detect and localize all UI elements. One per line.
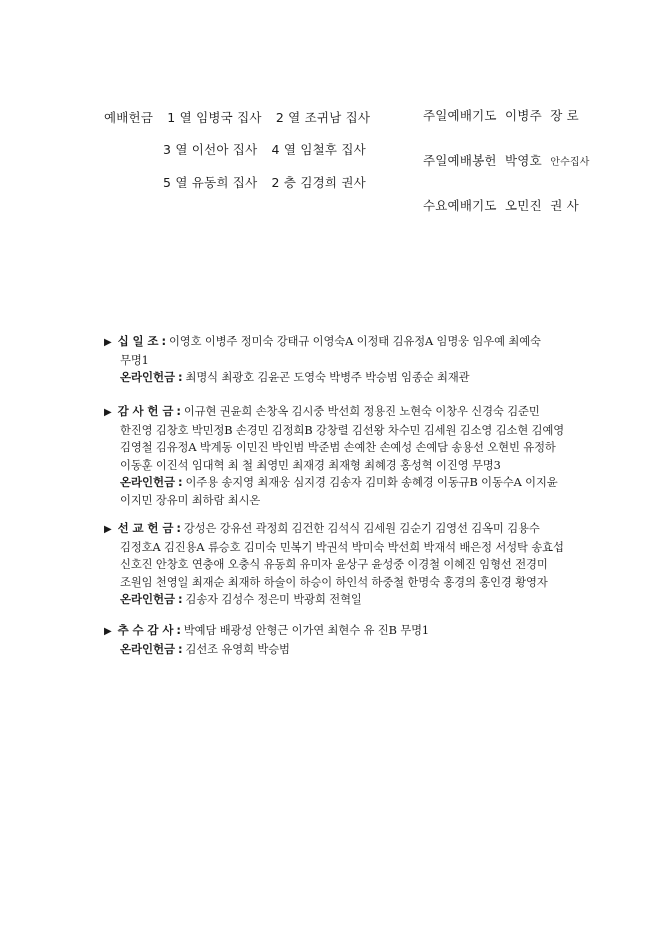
row-name: 유동희 집사 (191, 175, 258, 190)
thanks-online-line: 이지민 장유미 최하람 최시온 (120, 493, 261, 507)
offering-duty-row-3 (163, 173, 366, 191)
row-label: 1 열 (167, 110, 192, 125)
tithe-line: ▶ 십 일 조 : 이영호 이병주 정미숙 강태규 이영숙A 이정태 김유정A 임명웅 임우예 최예숙 (104, 334, 541, 348)
tithe-line: 무명1 (120, 353, 149, 367)
triangle-bullet-icon: ▶ (104, 407, 112, 418)
row-name: 임철후 집사 (300, 142, 366, 157)
mission-line: ▶ 선 교 헌 금 : 강성은 강유선 곽정희 김건한 김석식 김세원 김순기 김영선 김옥미 김용수 (104, 521, 540, 535)
harvest-label: 추 수 감 사 (117, 623, 174, 637)
row-name: 임병국 집사 (196, 110, 262, 125)
harvest-online-line: 온라인헌금 : 김선조 유영희 박승범 (120, 641, 290, 656)
triangle-bullet-icon: ▶ (104, 337, 112, 348)
row-label: 3 열 (163, 142, 188, 157)
thanks-online-line: 온라인헌금 : 이주용 송지영 최재웅 심지경 김송자 김미화 송혜경 이동규B 이동수A 이지윤 (120, 475, 558, 489)
prayer-name: 이병주 (505, 108, 542, 123)
mission-online-line: 온라인헌금 : 김송자 김성수 정은미 박광희 전혁일 (120, 592, 362, 606)
thanks-line: 김영철 김유정A 박계동 이민진 박인범 박준범 손예찬 손예성 손예담 송용선 오현빈 유정하 (120, 441, 556, 454)
thanks-names: 이규현 권윤희 손창옥 김시중 박선희 정용진 노현숙 이창우 신경숙 김준민 (183, 405, 540, 418)
harvest-line: ▶ 추 수 감 사 : 박예담 배광성 안형근 이가연 최현수 유 진B 무명1 (104, 623, 430, 637)
online-names: 김선조 유영희 박승범 (185, 642, 290, 656)
prayer-label: 주일예배기도 (423, 108, 497, 123)
triangle-bullet-icon: ▶ (104, 524, 112, 535)
prayer-title: 안수집사 (550, 157, 590, 168)
harvest-section (104, 622, 574, 658)
prayer-name: 오민진 (505, 198, 542, 213)
harvest-names: 박예담 배광성 안형근 이가연 최현수 유 진B 무명1 (183, 624, 430, 637)
offering-duty-label: 예배헌금 (104, 110, 154, 125)
prayer-title: 권 사 (550, 198, 579, 213)
online-names: 김송자 김성수 정은미 박광희 전혁일 (185, 593, 362, 606)
online-names: 이주용 송지영 최재웅 심지경 김송자 김미화 송혜경 이동규B 이동수A 이지윤 (185, 476, 558, 489)
thanks-label: 감 사 헌 금 (117, 404, 174, 418)
row-name: 김경희 권사 (300, 175, 366, 190)
prayer-label: 수요예배기도 (423, 198, 497, 213)
offering-duty-row-1 (104, 108, 370, 126)
prayer-duty-3 (423, 196, 579, 214)
prayer-title: 장 로 (550, 108, 579, 123)
prayer-duty-1 (423, 106, 579, 124)
prayer-name: 박영호 (505, 153, 542, 168)
mission-line: 신호진 안창호 연충애 오충식 유동희 유미자 윤상구 윤성중 이경철 이혜진 임형선 전경미 (120, 558, 548, 571)
row-label: 5 열 (163, 175, 188, 190)
thanks-section (104, 403, 574, 509)
online-label: 온라인헌금 (120, 370, 176, 384)
mission-names: 강성은 강유선 곽정희 김건한 김석식 김세원 김순기 김영선 김옥미 김용수 (183, 522, 540, 535)
row-name: 조귀남 집사 (304, 110, 371, 125)
online-label: 온라인헌금 (120, 641, 176, 656)
triangle-bullet-icon: ▶ (104, 626, 112, 637)
thanks-line: 한진영 김창호 박민정B 손경민 김정희B 강창렬 김선왕 차수민 김세원 김소영 김소현 김예영 (120, 423, 565, 437)
prayer-duty-2 (423, 151, 590, 169)
online-names: 최명식 최광호 김윤곤 도영숙 박병주 박승범 임종순 최재관 (185, 371, 470, 384)
thanks-line: ▶ 감 사 헌 금 : 이규현 권윤희 손창옥 김시중 박선희 정용진 노현숙 이창우 신경숙 김준민 (104, 404, 540, 418)
tithe-names: 이영호 이병주 정미숙 강태규 이영숙A 이정태 김유정A 임명웅 임우예 최예숙 (168, 335, 541, 348)
tithe-online-line: 온라인헌금 : 최명식 최광호 김윤곤 도영숙 박병주 박승범 임종순 최재관 (120, 370, 470, 384)
mission-line: 조원임 천영일 최재순 최재하 하술이 하승이 하인석 하중철 한명숙 홍경의 홍인경 황영자 (120, 575, 548, 589)
online-label: 온라인헌금 (120, 592, 176, 606)
mission-section (104, 520, 574, 609)
prayer-label: 주일예배봉헌 (423, 153, 497, 168)
row-name: 이선아 집사 (191, 142, 258, 157)
thanks-line: 이동훈 이진석 임대혁 최 철 최영민 최재경 최재형 최혜경 홍성혁 이진영 무명3 (120, 458, 501, 472)
tithe-label: 십 일 조 (117, 334, 159, 348)
online-label: 온라인헌금 (120, 475, 176, 489)
row-label: 2 열 (275, 110, 301, 125)
offering-duty-row-2 (163, 140, 366, 158)
tithe-section (104, 333, 574, 387)
mission-label: 선 교 헌 금 (117, 521, 174, 535)
row-label: 4 열 (271, 142, 297, 157)
row-label: 2 층 (271, 175, 297, 190)
mission-line: 김정호A 김진용A 류승호 김미숙 민복기 박권석 박미숙 박선희 박재석 배은정 서성탁 송효섭 (120, 540, 564, 554)
